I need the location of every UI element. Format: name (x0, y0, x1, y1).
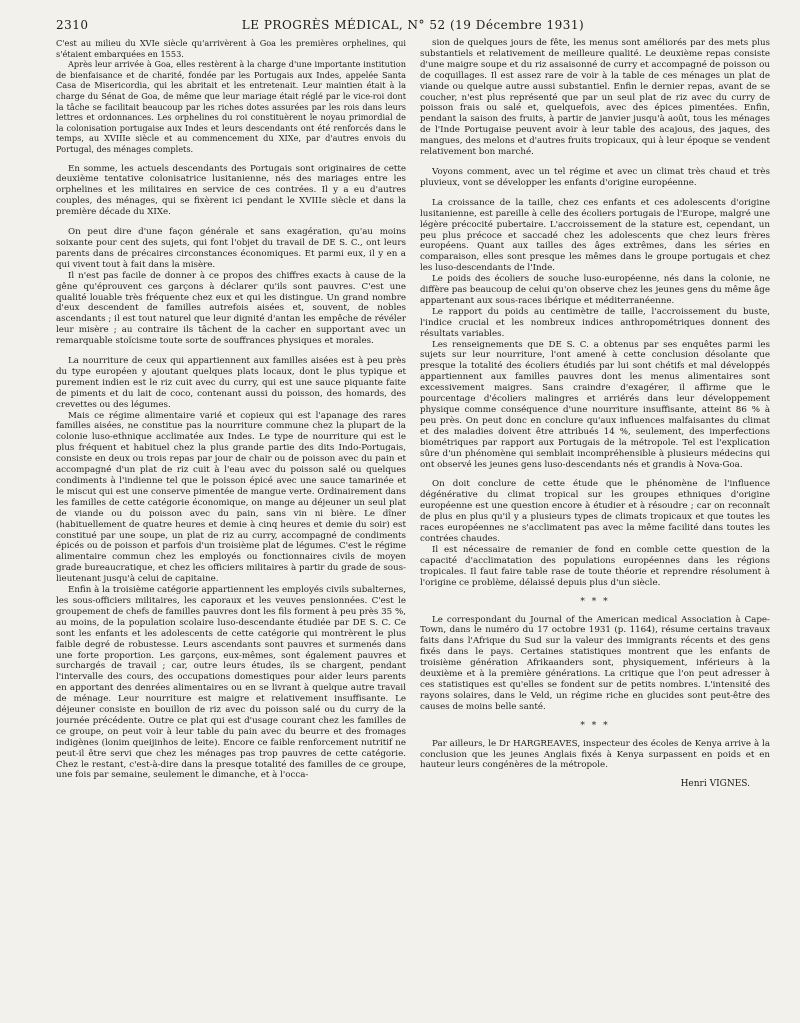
paragraph: Par ailleurs, le Dr HARGREAVES, inspecteur des écoles de Kenya arrive à la conclusion que les jeunes Anglais fixés à Kenya surpassent en poids et en hauteur leurs congénères de la métropole. (420, 738, 770, 771)
right-column (420, 38, 770, 1013)
page-header (56, 14, 770, 38)
author-signature: Henri VIGNES. (680, 779, 750, 790)
paragraph: Il n'est pas facile de donner à ce propos des chiffres exacts à cause de la gêne qu'éprouvent ces garçons à déclarer qu'ils sont pauvres. C'est une qualité louable très fréquente chez eux et qui les distingue. Un grand nombre d'eux descendent de familles autrefois aisées et, souvent, de nobles ascendants ; il est tout naturel que leur dignité d'antan les empêche de révéler leur misère ; au contraire ils tâchent de la cacher en supportant avec un remarquable stoïcisme toute sorte de souffrances physiques et morales. (56, 270, 406, 347)
paragraph: Il est nécessaire de remanier de fond en comble cette question de la capacité d'acclimatation des populations européennes dans les régions tropicales. Il faut faire table rase de toute théorie et reprendre résolument à l'origine ce problème, délaissé depuis plus d'un siècle. (420, 544, 770, 588)
small-paragraph: C'est au milieu du XVIe siècle qu'arrivèrent à Goa les premières orphelines, qui s'étaient embarquées en 1553. (56, 38, 406, 59)
paragraph: Voyons comment, avec un tel régime et avec un climat très chaud et très pluvieux, vont se développer les enfants d'origine européenne. (420, 166, 770, 188)
paragraph: Les renseignements que DE S. C. a obtenus par ses enquêtes parmi les sujets sur leur nourriture, l'ont amené à cette conclusion désolante que presque la totalité des écoliers étudiés par lui sont chétifs et mal développés appartiennent aux familles pauvres dont les menus alimentaires sont excessivement maigres. Sans craindre d'exagérer, il affirme que le pourcentage d'écoliers malingres et arriérés dans leur développement physique comme conséquence d'une nourriture insuffisante, atteint 86 % à peu près. On peut donc en conclure qu'aux influences malfaisantes du climat et des maladies doivent être attribués 14 %, seulement, des imperfections biométriques par rapport aux Portugais de la métropole. Tel est l'explication sûre d'un phénomène qui semblait incompréhensible à plusieurs médecins qui ont observé les jeunes gens luso-descendants nés et grandis à Nova-Goa. (420, 339, 770, 470)
text-columns (56, 38, 770, 1013)
paragraph: sion de quelques jours de fête, les menus sont améliorés par des mets plus substantiels et relativement de meilleure qualité. Le deuxième repas consiste d'une maigre soupe et du riz assaisonné de curry et accompagné de poisson ou de coquillages. Il est assez rare de voir à la table de ces ménages un plat de viande ou quelque autre aussi substantiel. Enfin le dernier repas, avant de se coucher, n'est plus représenté que par un seul plat de riz avec du curry de poisson frais ou salé et, quelquefois, avec des épices pimentées. Enfin, pendant la saison des fruits, à partir de janvier jusqu'à août, tous les ménages de l'Inde Portugaise peuvent avoir à leur table des acajous, des jaques, des mangues, des melons et d'autres fruits tropicaux, qui à leur époque se vendent relativement bon marché. (420, 38, 770, 158)
paragraph: La nourriture de ceux qui appartiennent aux familles aisées est à peu près du type européen y ajoutant quelques plats locaux, dont le plus typique et purement indien est le riz cuit avec du curry, qui est une sauce piquante faite de piments et du lait de coco, contenant aussi du poisson, des homards, des crevettes ou des légumes. (56, 356, 406, 410)
paragraph: En somme, les actuels descendants des Portugais sont originaires de cette deuxième tentative colonisatrice lusitanienne, nés des mariages entre les orphelines et les militaires en service de ces contrées. Il y a eu d'autres couples, des ménages, qui se fixèrent ici pendant le XVIIIe siècle et dans la première décade du XIXe. (56, 163, 406, 218)
section-separator: * * * (580, 596, 610, 607)
paragraph: Enfin à la troisième catégorie appartiennent les employés civils subalternes, les sous-officiers militaires, les caporaux et les veuves pensionnées. C'est le groupement de chefs de familles pauvres dont les fils forment à peu près 35 %, au moins, de la population scolaire luso-descendante étudiée par DE S. C. Ce sont les enfants et les adolescents de cette catégorie qui montrèrent le plus faible degré de robustesse. Leurs ascendants sont pauvres et surmenés dans une forte proportion. Les garçons, eux-mêmes, sont également pauvres et surchargés de travail ; car, outre leurs études, ils se chargent, pendant l'intervalle des cours, des occupations domestiques pour aider leurs parents en apportant des denrées alimentaires ou en se livrant à quelque autre travail de ménage. Leur nourriture est maigre et relativement insuffisante. Le déjeuner consiste en bouillon de riz avec du poisson salé ou du curry de la journée précédente. Outre ce plat qui est d'usage courant chez les familles de ce groupe, on peut voir à leur table du pain avec du beurre et des fromages indigènes (lonim queijinhos de leite). Encore ce faible renforcement nutritif ne peut-il être servi que chez les ménages pas trop pauvres de cette catégorie. Chez le restant, c'est-à-dire dans la presque totalité des familles de ce groupe, une fois par semaine, seulement le dimanche, et à l'occa- (56, 585, 406, 781)
small-paragraph: Après leur arrivée à Goa, elles restèrent à la charge d'une importante institution de bienfaisance et de charité, fondée par les Portugais aux Indes, appelée Santa Casa de Misericordia, qui les abritait et les entretenait. Leur maintien était à la charge du Sénat de Goa, de même que leur mariage était réglé par le vice-roi dont la tâche se facilitait beaucoup par les riches dotes assurées par les rois dans leurs lettres et ordonnances. Les orphelines du roi constituèrent le noyau primordial de la colonisation portugaise aux Indes et leurs descendants ont été renforcés dans le temps, au XVIIIe siècle et au commencement du XIXe, par d'autres envois du Portugal, des ménages complets. (56, 59, 406, 154)
section-separator: * * * (580, 720, 610, 731)
paragraph: Le poids des écoliers de souche luso-européenne, nés dans la colonie, ne diffère pas beaucoup de celui qu'on observe chez les jeunes gens du même âge appartenant aux sous-races ibérique et méditerranéenne. (420, 274, 770, 306)
left-column (56, 38, 406, 1013)
right-body (420, 38, 770, 789)
left-body (56, 164, 406, 782)
paragraph: La croissance de la taille, chez ces enfants et ces adolescents d'origine lusitanienne, est pareille à celle des écoliers portugais de l'Europe, malgré une légère précocité pubertaire. L'accroissement de la stature est, cependant, un peu plus précoce et saccadé chez les adolescents que chez leurs frères européens. Quant aux tailles des âges extrêmes, dans les séries en comparaison, elles sont presque les mêmes dans le groupe portugais et chez les luso-descendants de l'Inde. (420, 197, 770, 274)
paragraph: On peut dire d'une façon générale et sans exagération, qu'au moins soixante pour cent des sujets, qui font l'objet du travail de DE S. C., ont leurs parents dans de précaires circonstances économiques. Et parmi eux, il y en a qui vivent tout à fait dans la misère. (56, 227, 406, 270)
paragraph: Le rapport du poids au centimètre de taille, l'accroissement du buste, l'indice crucial et les nombreux indices anthropométriques donnent des résultats variables. (420, 306, 770, 339)
paragraph: On doit conclure de cette étude que le phénomène de l'influence dégénérative du climat tropical sur les groupes ethniques d'origine européenne est une question encore à étudier et à résoudre ; car on reconnaît de plus en plus qu'il y a plusieurs types de climats tropicaux et que toutes les races européennes ne s'acclimatent pas avec la même facilité dans toutes les contrées chaudes. (420, 479, 770, 544)
small-print-block (56, 38, 406, 155)
paragraph: Mais ce régime alimentaire varié et copieux qui est l'apanage des rares familles aisées, ne constitue pas la nourriture commune chez la plupart de la colonie luso-ethnique acclimatée aux Indes. Le type de nourriture qui est le plus fréquent et habituel chez la plus grande partie des dits Indo-Portugais, consiste en deux ou trois repas par jour de chair ou de poisson avec du pain et accompagné d'un plat de riz cuit à l'eau avec du poisson salé ou quelques condiments à l'indienne tel que le poisson épicé avec une sauce tamarinée et le miscut qui est une conserve pimentée de mangue verte. Ordinairement dans les familles de cette catégorie économique, on mange au déjeuner un seul plat de viande ou du poisson avec du pain, sans vin ni bière. Le dîner (habituellement de quatre heures et demie à cinq heures et demie du soir) est constitué par une soupe, un plat de riz au curry, accompagné de condiments épicés ou de poisson et parfois d'un troisième plat de légumes. C'est le régime alimentaire commun chez les employés ou fonctionnaires civils de moyen grade bureaucratique, et chez les officiers militaires à partir du grade de sous-lieutenant jusqu'à celui de capitaine. (56, 410, 406, 585)
paragraph: Le correspondant du Journal of the American medical Association à Cape-Town, dans le numéro du 17 octobre 1931 (p. 1164), résume certains travaux faits dans l'Afrique du Sud sur la valeur des immigrants récents et des gens fixés dans le pays. Certaines statistiques montrent que les enfants de troisième génération Afrikaanders sont, physiquement, inférieurs à la deuxième et à la première générations. La critique que l'on peut adresser à ces statistiques est qu'elles se fondent sur de petits nombres. L'intensité des rayons solaires, dans le Veld, un régime riche en glucides sont peut-être des causes de moins belle santé. (420, 614, 770, 712)
running-title: LE PROGRÈS MÉDICAL, N° 52 (19 Décembre 1931) (241, 18, 585, 32)
page-number: 2310 (56, 18, 89, 32)
